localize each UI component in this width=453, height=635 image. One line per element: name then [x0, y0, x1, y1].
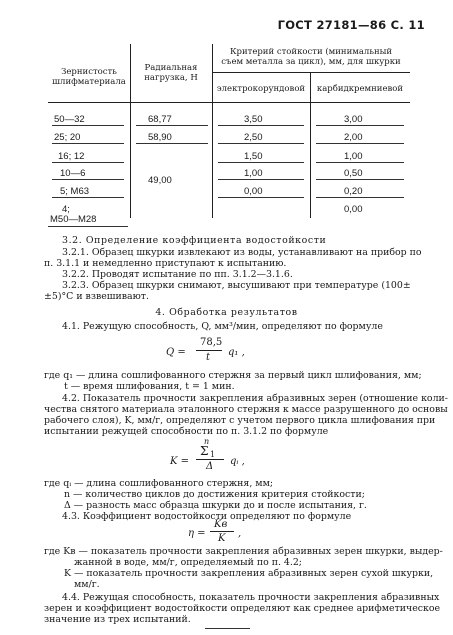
row-ek: 3,50 [244, 114, 263, 125]
section-4-title: 4. Обработка результатов [155, 307, 298, 318]
formula-2-sigma: Σ [200, 444, 209, 458]
formula-1-den: t [206, 352, 211, 363]
page-header: ГОСТ 27181—86 С. 11 [277, 18, 425, 32]
row-ek: 2,50 [244, 132, 263, 143]
where-3-kv: где Kв — показатель прочности закрепления абразивных зерен шкурки, выдер- [44, 546, 443, 557]
para-4-2-l3: рабочего слоя), K, мм/г, определяют с учетом первого цикла шлифования при [44, 415, 436, 426]
para-4-2-l4: испытании режущей способности по п. 3.1.2 по формуле [44, 426, 329, 437]
row-kk: 3,00 [344, 114, 363, 125]
row-kk: 0,50 [344, 168, 363, 179]
where-3-k-cont: мм/г. [74, 579, 100, 590]
subheader-electrocorundum: электрокорундовой [216, 84, 306, 94]
para-4-2-l2: чества снятого материала эталонного стержня к массе разрушенного до основы [44, 404, 448, 415]
formula-3-end: , [238, 528, 242, 539]
row-load: 58,90 [148, 132, 172, 143]
col-header-grit: Зернистость шлифматериала [52, 67, 126, 87]
row-ek: 1,50 [244, 151, 263, 162]
para-4-4-l3: значение из трех испытаний. [44, 614, 191, 625]
row-grit: 4; [62, 204, 70, 215]
para-3-2-3-cont: ±5)°С и взвешивают. [44, 291, 149, 302]
formula-3-num: Kв [214, 519, 228, 530]
para-4-4-l2: зерен и коэффициент водостойкости определяют как среднее арифметическое [44, 603, 441, 614]
formula-1-rhs: q₁ , [228, 347, 245, 358]
where-3-kv-cont: жанной в воде, мм/г, определяемый по п. 4.2; [74, 557, 302, 568]
formula-3-den: K [218, 533, 226, 544]
para-3-2-3: 3.2.3. Образец шкурки снимают, высушивают при температуре (100± [62, 280, 411, 291]
row-grit: 10—6 [60, 168, 86, 179]
row-grit: 50—32 [54, 114, 85, 125]
formula-3-lhs: η = [188, 528, 206, 539]
where-2-n: n — количество циклов до достижения критерия стойкости; [64, 489, 365, 500]
section-3-2-title: 3.2. Определение коэффициента водостойкости [62, 235, 327, 246]
grit-criteria-table [48, 44, 410, 218]
row-kk: 0,20 [344, 186, 363, 197]
row-grit: 25; 20 [54, 132, 81, 143]
where-3-k: K — показатель прочности закрепления абразивных зерен сухой шкурки, [64, 568, 434, 579]
where-1-t: t — время шлифования, t = 1 мин. [64, 381, 235, 392]
row-kk: 0,00 [344, 204, 363, 215]
row-grit: 16; 12 [58, 151, 85, 162]
row-kk: 2,00 [344, 132, 363, 143]
row-kk: 1,00 [344, 151, 363, 162]
formula-2-lhs: K = [170, 456, 190, 467]
row-load: 68,77 [148, 114, 172, 125]
row-grit: 5; М63 [60, 186, 90, 197]
subheader-silicon-carbide: карбидкремниевой [316, 84, 404, 94]
row-ek: 1,00 [244, 168, 263, 179]
where-2-qi: где qᵢ — длина сошлифованного стержня, мм; [44, 478, 274, 489]
merged-load: 49,00 [148, 175, 172, 186]
formula-2-rhs: qᵢ , [230, 456, 245, 467]
para-3-2-1: 3.2.1. Образец шкурки извлекают из воды, устанавливают на прибор по [62, 247, 422, 258]
para-3-2-1-cont: п. 3.1.1 и немедленно приступают к испытанию. [44, 258, 287, 269]
para-3-2-2: 3.2.2. Проводят испытание по пп. 3.1.2—3.1.6. [62, 269, 293, 280]
formula-2-sub: 1 [210, 450, 216, 459]
row-grit-2: М50—М28 [50, 214, 97, 225]
para-4-1: 4.1. Режущую способность, Q, мм³/мин, определяют по формуле [62, 321, 383, 332]
para-4-3: 4.3. Коэффициент водостойкости определяют по формуле [62, 511, 352, 522]
formula-1-lhs: Q = [166, 347, 186, 358]
formula-2-den: Δ [206, 461, 214, 472]
para-4-4: 4.4. Режущая способность, показатель прочности закрепления абразивных [62, 592, 440, 603]
end-rule [205, 628, 250, 629]
col-header-criteria: Критерий стойкости (минимальный съем металла за цикл), мм, для шкурки [221, 47, 401, 67]
col-header-load: Радиальная нагрузка, Н [144, 63, 198, 83]
where-1-q1: где q₁ — длина сошлифованного стержня за первый цикл шлифования, мм; [44, 370, 422, 381]
para-4-2: 4.2. Показатель прочности закрепления абразивных зерен (отношение коли- [62, 393, 448, 404]
row-ek: 0,00 [244, 186, 263, 197]
formula-2-top: n [204, 437, 210, 446]
formula-1-num: 78,5 [200, 337, 223, 348]
where-2-delta: Δ — разность масс образца шкурки до и после испытания, г. [64, 500, 367, 511]
